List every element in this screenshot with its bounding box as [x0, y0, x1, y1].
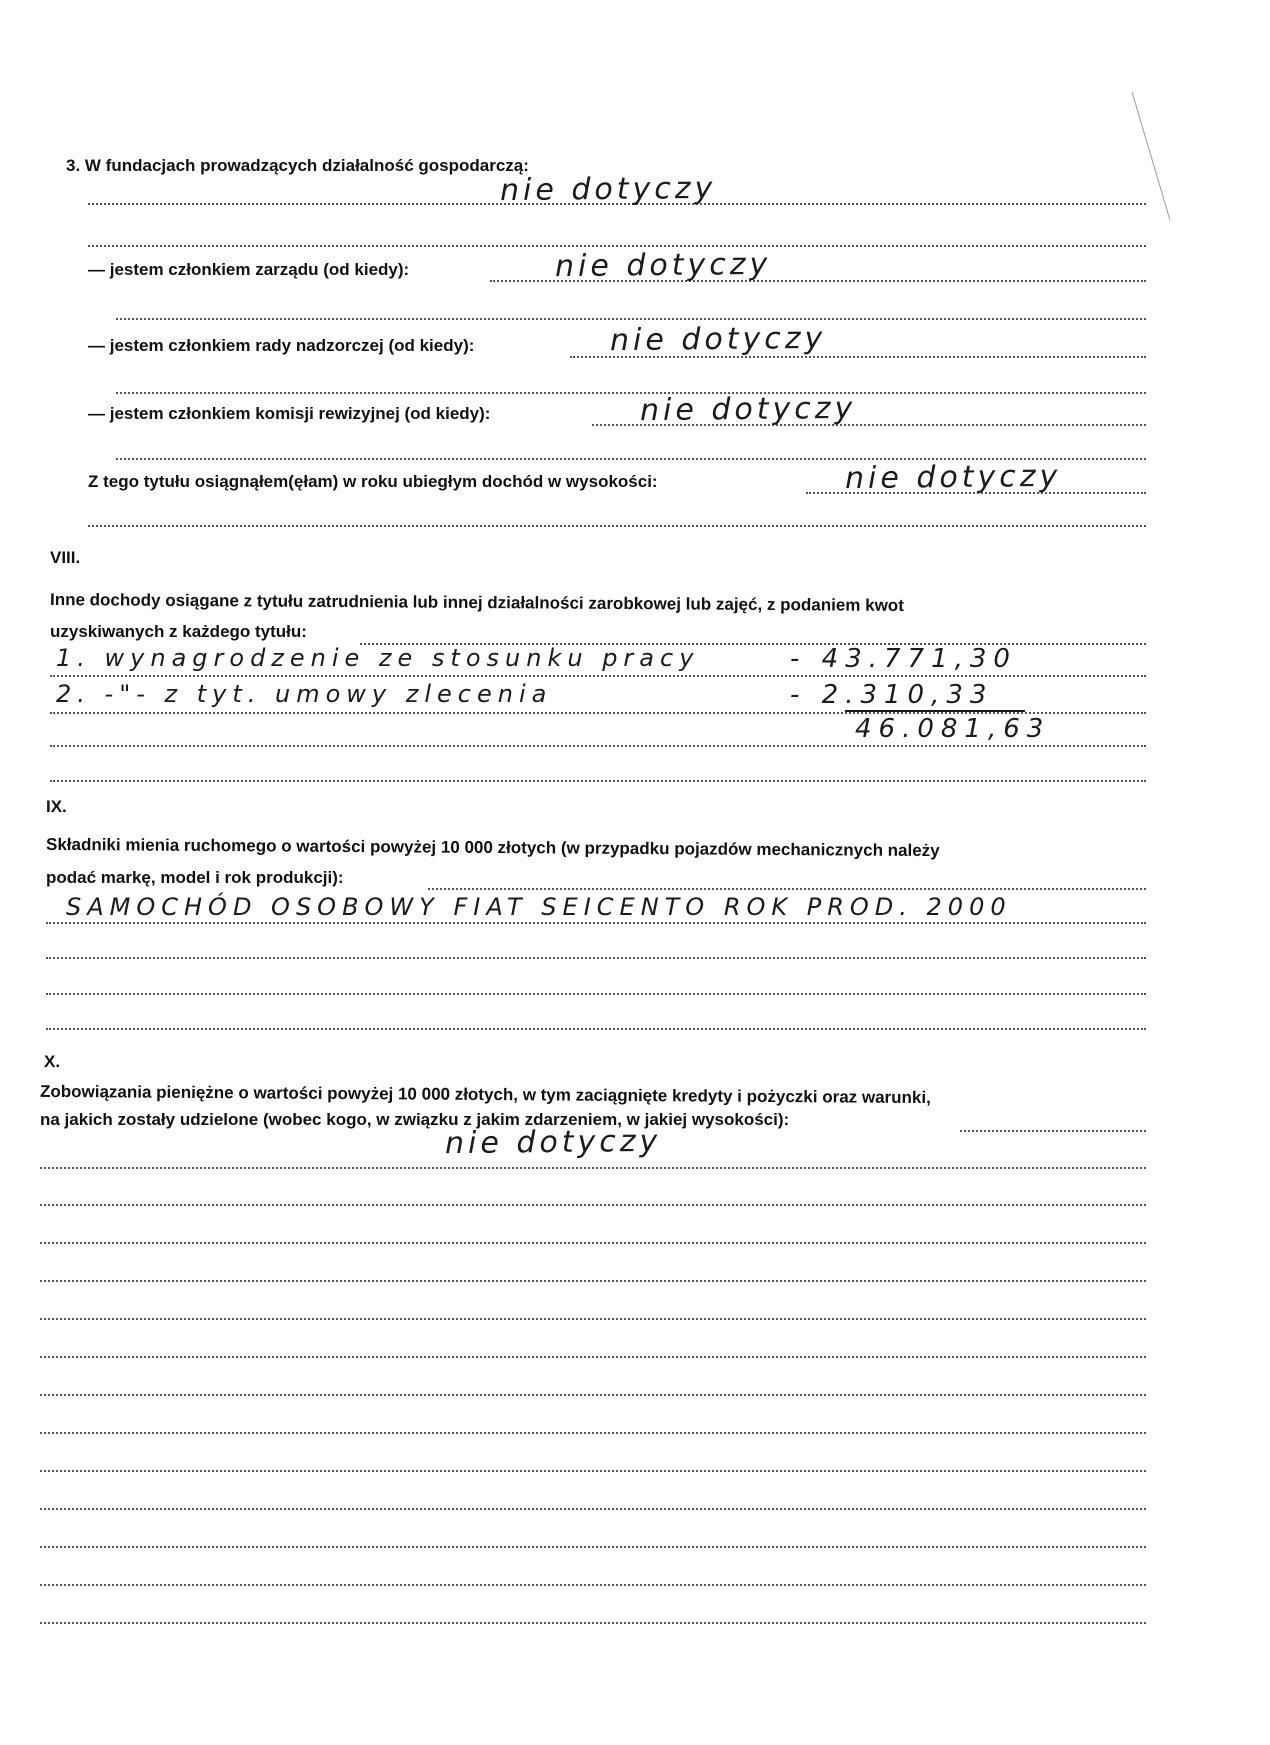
handwritten-answer: nie dotyczy	[609, 320, 827, 359]
section-10-number: X.	[44, 1052, 61, 1071]
answer-line	[116, 318, 1146, 320]
answer-line	[46, 922, 1146, 924]
income-label: Z tego tytułu osiągnąłem(ęłam) w roku ubiegłym dochód w wysokości:	[88, 472, 658, 491]
answer-line	[116, 392, 1146, 394]
answer-line	[40, 1394, 1146, 1396]
handwritten-answer: nie dotyczy	[844, 458, 1062, 497]
handwritten-vehicle: SAMOCHÓD OSOBOWY FIAT SEICENTO ROK PROD. 2000	[66, 893, 1012, 921]
answer-line	[40, 1204, 1146, 1206]
section-8-number: VIII.	[50, 548, 81, 567]
answer-line	[40, 1242, 1146, 1244]
answer-line	[50, 780, 1146, 782]
supervisory-board-label: — jestem członkiem rady nadzorczej (od kiedy):	[88, 336, 475, 355]
answer-line	[88, 245, 1146, 247]
audit-committee-label: — jestem członkiem komisji rewizyjnej (od kiedy):	[88, 404, 491, 423]
section-10-text: Zobowiązania pieniężne o wartości powyżej 10 000 złotych, w tym zaciągnięte kredyty i pożyczki oraz warunki,	[39, 1081, 931, 1108]
answer-line	[960, 1130, 1146, 1132]
answer-line	[40, 1622, 1146, 1624]
section-8-text: uzyskiwanych z każdego tytułu:	[50, 622, 307, 641]
answer-line	[428, 888, 1146, 890]
section-9-text: podać markę, model i rok produkcji):	[46, 868, 344, 887]
answer-line	[40, 1470, 1146, 1472]
income-amount: - 2.310,33	[790, 680, 994, 710]
income-item: 1. wynagrodzenie ze stosunku pracy	[56, 644, 700, 672]
section-3-title: 3. W fundacjach prowadzących działalność gospodarczą:	[66, 156, 529, 175]
answer-line	[40, 1432, 1146, 1434]
answer-line	[46, 993, 1146, 995]
income-item: 2. -"- z tyt. umowy zlecenia	[56, 680, 553, 708]
answer-line	[40, 1508, 1146, 1510]
income-total: 46.081,63	[855, 714, 1051, 744]
answer-line	[46, 1028, 1146, 1030]
board-member-label: — jestem członkiem zarządu (od kiedy):	[88, 260, 410, 279]
handwritten-answer: nie dotyczy	[639, 390, 857, 429]
answer-line	[40, 1546, 1146, 1548]
answer-line	[40, 1584, 1146, 1586]
answer-line	[46, 957, 1146, 959]
answer-line	[50, 745, 1146, 747]
handwritten-answer: nie dotyczy	[554, 246, 772, 285]
answer-line	[40, 1318, 1146, 1320]
income-amount: - 43.771,30	[790, 644, 1017, 674]
section-9-text: Składniki mienia ruchomego o wartości powyżej 10 000 złotych (w przypadku pojazdów mechanicznych należy	[45, 834, 940, 861]
section-9-number: IX.	[46, 797, 67, 816]
section-10-text: na jakich zostały udzielone (wobec kogo, w związku z jakim zdarzeniem, w jakiej wysokości):	[40, 1110, 790, 1129]
handwritten-answer: nie dotyczy	[499, 170, 717, 209]
answer-line	[40, 1280, 1146, 1282]
handwritten-answer: nie dotyczy	[444, 1123, 662, 1162]
scan-artifact	[1130, 90, 1190, 230]
section-8-text: Inne dochody osiągane z tytułu zatrudnienia lub innej działalności zarobkowej lub zajęć, z podaniem kwot	[49, 590, 904, 615]
sum-underline	[845, 710, 1025, 712]
answer-line	[50, 675, 1146, 677]
answer-line	[40, 1167, 1146, 1169]
answer-line	[40, 1356, 1146, 1358]
answer-line	[88, 525, 1146, 527]
